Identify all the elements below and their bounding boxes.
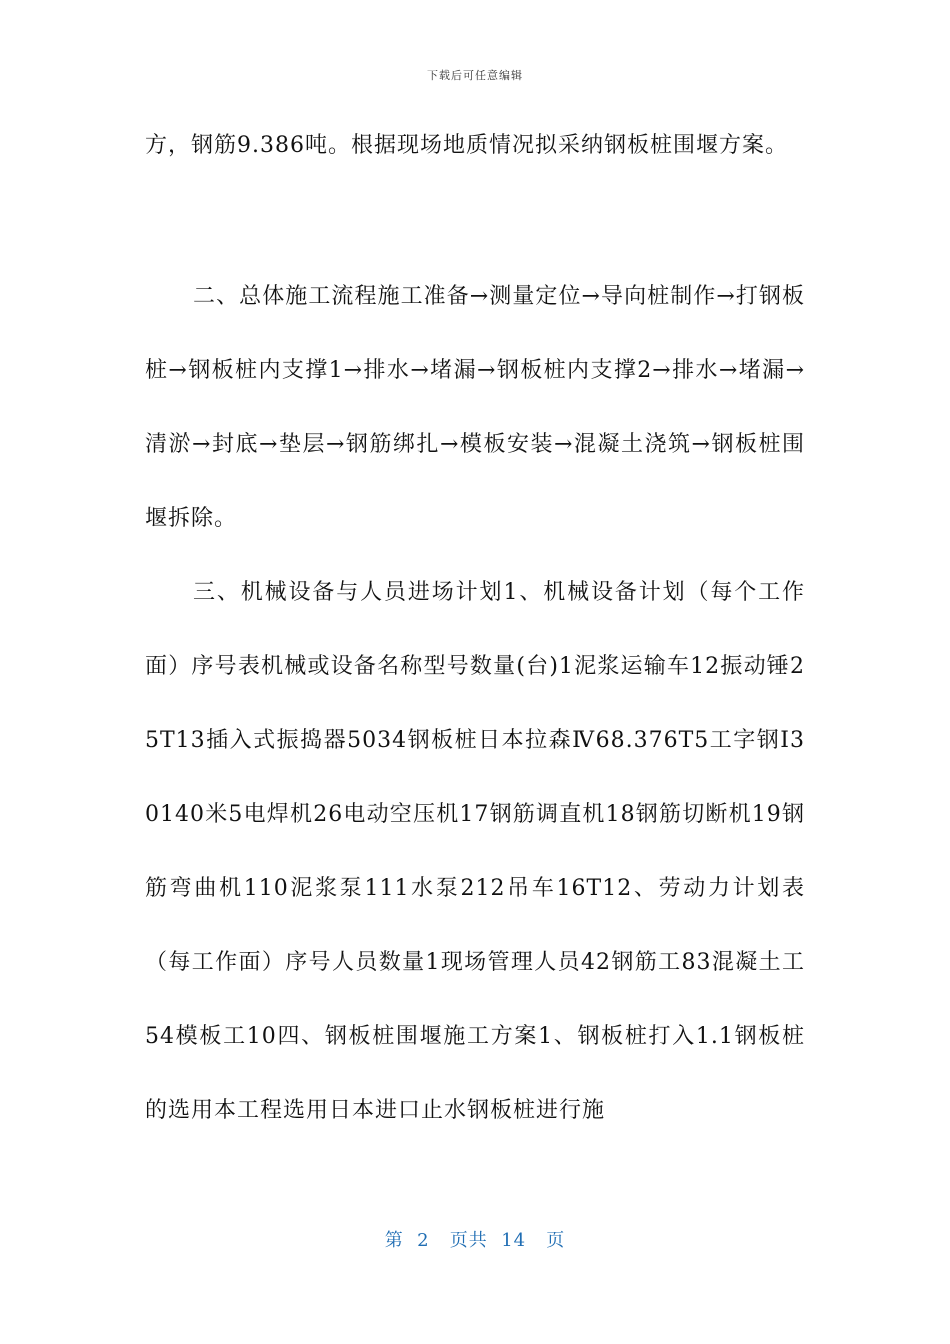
paragraph-intro: 方，钢筋9.386吨。根据现场地质情况拟采纳钢板桩围堰方案。	[145, 133, 788, 158]
page-number-footer: 第 2 页共 14 页	[384, 1230, 566, 1251]
paragraph-equipment-plan: 三、机械设备与人员进场计划1、机械设备计划（每个工作面）序号表机械或设备名称型号数量(台)1泥浆运输车12振动锤25T13插入式振捣器5034钢板桩日本拉森Ⅳ68.376T5工字钢I30140米5电焊机26电动空压机17钢筋调直机18钢筋切断机19钢筋弯曲机110泥浆泵111水泵212吊车16T12、劳动力计划表（每工作面）序号人员数量1现场管理人员42钢筋工83混凝土工54模板工10四、钢板桩围堰施工方案1、钢板桩打入1.1钢板桩的选用本工程选用日本进口止水钢板桩进行施	[145, 580, 805, 1123]
paragraph-construction-flow: 二、总体施工流程施工准备→测量定位→导向桩制作→打钢板桩→钢板桩内支撑1→排水→堵漏→钢板桩内支撑2→排水→堵漏→清淤→封底→垫层→钢筋绑扎→模板安装→混凝土浇筑→钢板桩围堰拆除。	[145, 284, 805, 531]
header-note: 下载后可任意编辑	[427, 69, 523, 82]
